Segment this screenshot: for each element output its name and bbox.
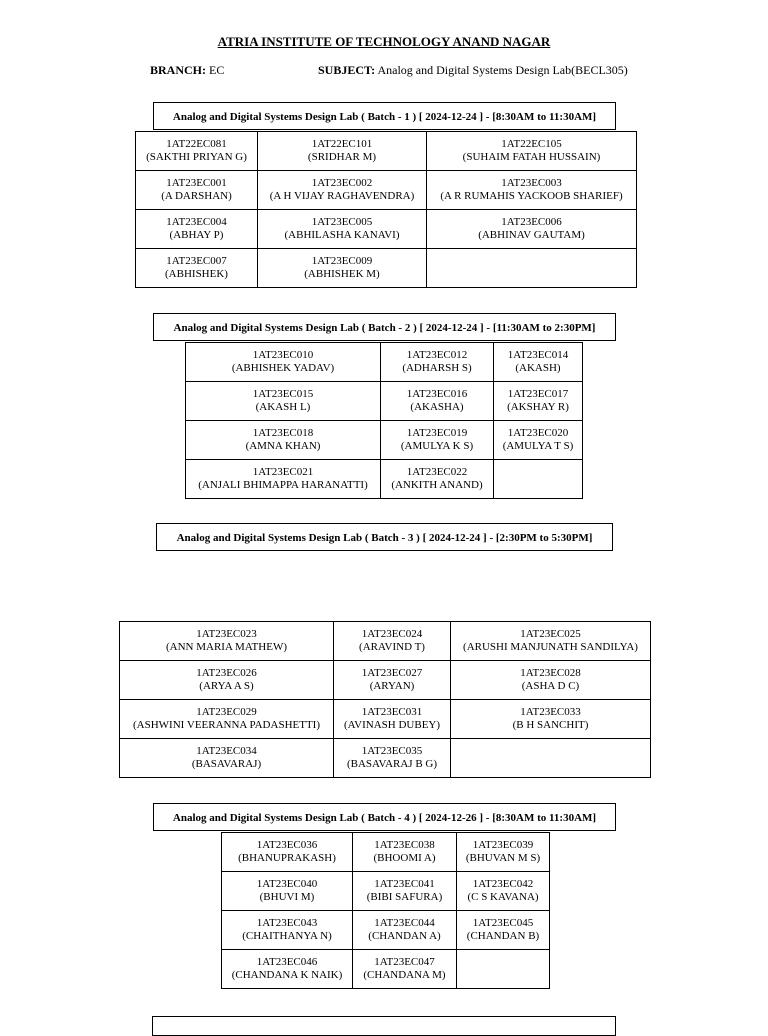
- student-name: (AKASH L): [255, 401, 311, 413]
- student-name: (ABHISHEK YADAV): [231, 362, 335, 374]
- student-name: (AKASHA): [410, 401, 464, 413]
- student-cell: [353, 950, 457, 989]
- student-usn: 1AT23EC006: [501, 216, 562, 228]
- student-cell: [457, 833, 550, 872]
- student-name: (ARAVIND T): [359, 641, 425, 653]
- student-usn: 1AT23EC034: [196, 745, 257, 757]
- batch-2-heading: Analog and Digital Systems Design Lab ( Batch - 2 ) [ 2024-12-24 ] - [11:30AM to 2:30PM]: [153, 313, 616, 341]
- student-usn: 1AT23EC025: [520, 628, 581, 640]
- table-row: [136, 249, 637, 288]
- table-row: [120, 700, 651, 739]
- student-name: (AVINASH DUBEY): [343, 719, 441, 731]
- student-cell: [457, 950, 550, 989]
- student-cell: [222, 833, 353, 872]
- student-name: (ADHARSH S): [402, 362, 472, 374]
- page-title: ATRIA INSTITUTE OF TECHNOLOGY ANAND NAGAR: [217, 34, 551, 49]
- student-usn: 1AT23EC038: [374, 839, 435, 851]
- student-cell: [353, 911, 457, 950]
- table-row: [120, 739, 651, 778]
- student-usn: 1AT23EC046: [256, 956, 318, 968]
- student-cell: [427, 171, 637, 210]
- student-usn: 1AT23EC009: [311, 255, 373, 267]
- student-usn: 1AT23EC018: [252, 427, 314, 439]
- table-row: [186, 343, 583, 382]
- student-cell: [334, 739, 451, 778]
- table-row: [186, 382, 583, 421]
- student-usn: 1AT23EC005: [311, 216, 373, 228]
- table-row: [222, 950, 550, 989]
- student-cell: [381, 421, 494, 460]
- student-cell: [353, 833, 457, 872]
- student-cell: [222, 950, 353, 989]
- student-usn: 1AT23EC026: [196, 667, 257, 679]
- table-row: [120, 661, 651, 700]
- student-usn: 1AT23EC001: [166, 177, 227, 189]
- table-row: [222, 833, 550, 872]
- student-name: (ARYA A S): [199, 680, 254, 692]
- student-cell: [186, 382, 381, 421]
- table-row: [222, 872, 550, 911]
- student-cell: [451, 739, 651, 778]
- student-cell: [258, 171, 427, 210]
- student-cell: [120, 661, 334, 700]
- student-cell: [258, 249, 427, 288]
- student-name: (CHANDAN A): [368, 930, 441, 942]
- student-name: (ABHAY P): [169, 229, 224, 241]
- student-usn: 1AT23EC014: [507, 349, 569, 361]
- student-name: (ABHISHEK M): [304, 268, 380, 280]
- student-cell: [451, 661, 651, 700]
- student-cell: [136, 210, 258, 249]
- student-cell: [222, 872, 353, 911]
- student-name: (AMULYA K S): [400, 440, 474, 452]
- student-cell: [334, 622, 451, 661]
- student-name: (SUHAIM FATAH HUSSAIN): [462, 151, 601, 163]
- student-usn: 1AT23EC015: [252, 388, 314, 400]
- student-cell: [136, 171, 258, 210]
- student-cell: [136, 249, 258, 288]
- student-name: (C S KAVANA): [467, 891, 539, 903]
- student-usn: 1AT23EC028: [520, 667, 581, 679]
- batch-3-table: [119, 621, 651, 778]
- student-usn: 1AT23EC002: [311, 177, 373, 189]
- batch-2-table: [185, 342, 583, 499]
- student-usn: 1AT23EC022: [406, 466, 468, 478]
- student-name: (ANKITH ANAND): [391, 479, 483, 491]
- student-usn: 1AT23EC016: [406, 388, 468, 400]
- student-name: (B H SANCHIT): [512, 719, 589, 731]
- student-name: (ARUSHI MANJUNATH SANDILYA): [463, 641, 638, 653]
- table-row: [120, 622, 651, 661]
- student-name: (BIBI SAFURA): [366, 891, 443, 903]
- student-usn: 1AT23EC047: [374, 956, 435, 968]
- student-name: (ASHA D C): [521, 680, 580, 692]
- student-name: (BHANUPRAKASH): [238, 852, 336, 864]
- student-name: (BHOOMI A): [373, 852, 436, 864]
- student-usn: 1AT23EC010: [252, 349, 314, 361]
- student-cell: [457, 872, 550, 911]
- student-name: (AKSHAY R): [507, 401, 569, 413]
- student-usn: 1AT23EC012: [406, 349, 468, 361]
- table-row: [136, 210, 637, 249]
- student-usn: 1AT22EC105: [501, 138, 562, 150]
- student-cell: [222, 911, 353, 950]
- student-usn: 1AT23EC031: [361, 706, 423, 718]
- student-name: (ARYAN): [369, 680, 415, 692]
- student-usn: 1AT23EC020: [507, 427, 569, 439]
- student-usn: 1AT23EC023: [196, 628, 257, 640]
- table-row: [186, 460, 583, 499]
- student-cell: [120, 622, 334, 661]
- student-usn: 1AT23EC040: [256, 878, 318, 890]
- student-cell: [353, 872, 457, 911]
- branch-label: BRANCH:: [150, 63, 206, 77]
- student-name: (CHANDANA M): [363, 969, 446, 981]
- subject-label: SUBJECT:: [318, 63, 376, 77]
- student-usn: 1AT23EC033: [520, 706, 581, 718]
- student-cell: [494, 343, 583, 382]
- student-usn: 1AT23EC036: [256, 839, 318, 851]
- student-usn: 1AT23EC029: [196, 706, 257, 718]
- branch-value: EC: [209, 63, 225, 77]
- student-usn: 1AT23EC019: [406, 427, 468, 439]
- student-cell: [186, 421, 381, 460]
- student-cell: [451, 700, 651, 739]
- student-cell: [427, 249, 637, 288]
- student-cell: [427, 132, 637, 171]
- student-cell: [381, 460, 494, 499]
- student-usn: 1AT23EC043: [256, 917, 318, 929]
- batch-1-heading: Analog and Digital Systems Design Lab ( Batch - 1 ) [ 2024-12-24 ] - [8:30AM to 11:30AM]: [153, 102, 616, 130]
- student-name: (CHANDANA K NAIK): [231, 969, 343, 981]
- subject-value: Analog and Digital Systems Design Lab(BECL305): [377, 63, 628, 77]
- batch-4-heading: Analog and Digital Systems Design Lab ( Batch - 4 ) [ 2024-12-26 ] - [8:30AM to 11:30AM]: [153, 803, 616, 831]
- student-name: (SAKTHI PRIYAN G): [146, 151, 247, 163]
- subject-info: [318, 63, 628, 78]
- student-cell: [120, 700, 334, 739]
- student-cell: [427, 210, 637, 249]
- student-cell: [451, 622, 651, 661]
- batch-5-heading-partial: [152, 1016, 616, 1036]
- student-cell: [186, 343, 381, 382]
- student-cell: [494, 382, 583, 421]
- student-name: (A R RUMAHIS YACKOOB SHARIEF): [440, 190, 623, 202]
- student-usn: 1AT23EC039: [472, 839, 534, 851]
- student-name: (ANN MARIA MATHEW): [166, 641, 287, 653]
- student-name: (ASHWINI VEERANNA PADASHETTI): [133, 719, 320, 731]
- student-cell: [457, 911, 550, 950]
- student-cell: [381, 343, 494, 382]
- batch-3-heading: Analog and Digital Systems Design Lab ( Batch - 3 ) [ 2024-12-24 ] - [2:30PM to 5:30PM]: [156, 523, 613, 551]
- student-name: (A H VIJAY RAGHAVENDRA): [269, 190, 415, 202]
- student-name: (CHANDAN B): [466, 930, 540, 942]
- student-usn: 1AT23EC004: [166, 216, 227, 228]
- student-name: (AKASH): [515, 362, 561, 374]
- student-cell: [334, 661, 451, 700]
- student-name: (BHUVAN M S): [465, 852, 541, 864]
- student-usn: 1AT23EC035: [361, 745, 423, 757]
- batch-4-table: [221, 832, 550, 989]
- student-name: (CHAITHANYA N): [242, 930, 332, 942]
- student-usn: 1AT23EC044: [374, 917, 435, 929]
- table-row: [136, 171, 637, 210]
- student-cell: [136, 132, 258, 171]
- student-cell: [381, 382, 494, 421]
- student-cell: [258, 132, 427, 171]
- student-usn: 1AT23EC024: [361, 628, 423, 640]
- student-cell: [494, 421, 583, 460]
- student-name: (BHUVI M): [259, 891, 315, 903]
- student-cell: [186, 460, 381, 499]
- student-name: (ABHINAV GAUTAM): [478, 229, 585, 241]
- student-cell: [258, 210, 427, 249]
- student-usn: 1AT22EC101: [311, 138, 373, 150]
- branch-info: [150, 63, 224, 78]
- student-name: (AMULYA T S): [502, 440, 574, 452]
- student-name: (BASAVARAJ B G): [346, 758, 438, 770]
- student-name: (A DARSHAN): [161, 190, 232, 202]
- student-usn: 1AT23EC003: [501, 177, 562, 189]
- table-row: [222, 911, 550, 950]
- student-usn: 1AT23EC007: [166, 255, 227, 267]
- student-usn: 1AT23EC017: [507, 388, 569, 400]
- student-usn: 1AT23EC027: [361, 667, 423, 679]
- student-name: (SRIDHAR M): [307, 151, 377, 163]
- student-cell: [334, 700, 451, 739]
- student-name: (ABHILASHA KANAVI): [284, 229, 400, 241]
- student-usn: 1AT23EC041: [374, 878, 435, 890]
- table-row: [186, 421, 583, 460]
- batch-1-table: [135, 131, 637, 288]
- student-name: (BASAVARAJ): [191, 758, 262, 770]
- student-name: (AMNA KHAN): [245, 440, 321, 452]
- student-name: (ANJALI BHIMAPPA HARANATTI): [198, 479, 368, 491]
- student-cell: [120, 739, 334, 778]
- student-usn: 1AT23EC042: [472, 878, 534, 890]
- student-usn: 1AT23EC021: [252, 466, 314, 478]
- student-usn: 1AT23EC045: [472, 917, 534, 929]
- table-row: [136, 132, 637, 171]
- student-usn: 1AT22EC081: [166, 138, 227, 150]
- student-cell: [494, 460, 583, 499]
- student-name: (ABHISHEK): [165, 268, 228, 280]
